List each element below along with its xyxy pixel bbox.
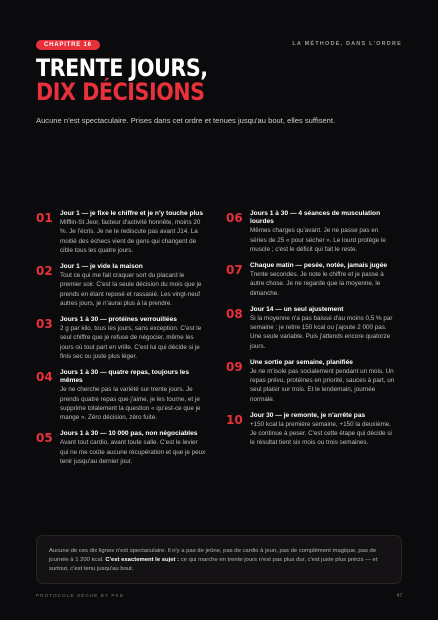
- decision-heading: Jours 1 à 30 — 10 000 pas, non négociables: [60, 430, 198, 438]
- decision-number: 09: [226, 359, 243, 374]
- decision-item: [36, 369, 206, 422]
- decision-number: 02: [36, 264, 53, 279]
- intro-paragraph: Aucune n'est spectaculaire. Prises dans cet ordre et tenues jusqu'au bout, elles suffisent.: [36, 116, 336, 125]
- decision-body: [250, 306, 396, 351]
- decision-body: [60, 369, 206, 422]
- decision-heading: Jour 1 — je fixe le chiffre et je n'y touche plus: [60, 210, 204, 217]
- decision-text: Mifflin-St Jeor, facteur d'activité honnête, moins 20 %. Je l'écris. Je ne le rediscute pas avant J14. La moitié des échecs vient de gens qui changent de cible tous les quatre jours.: [60, 219, 201, 254]
- decision-heading: Une sortie par semaine, planifiée: [250, 358, 353, 366]
- decision-item: [36, 316, 206, 361]
- decision-number: 01: [36, 211, 53, 225]
- decision-heading: Jour 1 — je vide la maison: [60, 263, 143, 271]
- decisions-right-column: [226, 210, 396, 456]
- decision-number: 03: [36, 317, 53, 332]
- decision-heading: Jours 1 à 30 — quatre repas, toujours les mêmes: [60, 369, 189, 385]
- page-title: [36, 56, 208, 104]
- decision-item: [36, 263, 206, 308]
- decision-text: Tout ce qui me fait craquer sort du placard le premier soir. C'est la seule décision du mois que je prends en étant reposé et rassasié. Les vingt-neuf autres jours, je n'aurai plus à la prendre.: [60, 272, 202, 307]
- decision-text: Trente secondes. Je note le chiffre et je passe à autre chose. Je ne regarde que la moyenne, le dimanche.: [250, 271, 384, 297]
- decision-body: [60, 316, 206, 361]
- decision-item: [226, 262, 396, 298]
- decision-number: 08: [226, 306, 243, 321]
- decision-body: [250, 262, 396, 298]
- decision-body: [250, 359, 396, 404]
- decision-item: [36, 430, 206, 466]
- decision-number: 04: [36, 370, 53, 385]
- decision-heading: Jour 14 — un seul ajustement: [250, 305, 344, 313]
- decision-item: [36, 210, 206, 255]
- decision-body: [250, 412, 396, 448]
- decision-number: 10: [226, 412, 243, 427]
- decision-text: +150 kcal la première semaine, +150 la deuxième. Je continue à peser. C'est cette étape qui décide si le résultat tient six mois ou trois semaines.: [250, 421, 392, 447]
- running-head: LA MÉTHODE, DANS L'ORDRE: [292, 41, 402, 47]
- decision-heading: Jours 1 à 30 — 4 séances de musculation lourdes: [250, 210, 381, 226]
- footer-brand: PROTOCOLE SÈCHE BY PXD: [36, 593, 125, 598]
- decision-item: [226, 210, 396, 254]
- summary-note-box: [36, 535, 402, 584]
- page-number: 47: [396, 593, 402, 599]
- chapter-badge: CHAPITRE 16: [36, 40, 100, 50]
- decisions-left-column: [36, 210, 206, 474]
- decision-number: 07: [226, 263, 243, 278]
- decision-body: [60, 430, 206, 466]
- decision-item: [226, 306, 396, 351]
- decision-text: Mêmes charges qu'avant. Je ne passe pas en séries de 25 « pour sécher ». Le lourd protège le muscle ; c'est le déficit qui fait le reste.: [250, 227, 386, 253]
- title-line-2: DIX DÉCISIONS: [36, 78, 205, 106]
- decision-text: Si la moyenne n'a pas baissé d'au moins 0,5 % par semaine : je retire 150 kcal ou j'ajoute 2 000 pas. Une seule variable. Puis j'attends encore quatorze jours.: [250, 315, 393, 350]
- title-line-1: TRENTE JOURS,: [36, 54, 208, 82]
- decision-text: Je ne cherche pas la variété sur trente jours. Je prends quatre repas que j'aime, je les tourne, et je supprime totalement la question « qu'est-ce que je mange ». Zéro décision, zéro fuite.: [60, 386, 201, 422]
- decision-heading: Jours 1 à 30 — protéines verrouillées: [60, 316, 177, 324]
- decision-text: 2 g par kilo, tous les jours, sans exception. C'est le seul chiffre que je refuse de négocier, même les jours où tout part en vrille. C'est lui qui décide si je finis sec ou juste plus léger.: [60, 325, 202, 360]
- note-text-end: ce qui marche en trente jours n'est pas plus dur, c'est juste plus précis — et surtout, c'est tenu jusqu'au bout.: [49, 557, 378, 572]
- decision-text: Avant tout cardio, avant toute salle. C'est le levier qui ne me coûte aucune récupération et que je peux tenir jusqu'au dernier jour.: [60, 439, 206, 465]
- decision-heading: Jour 30 — je remonte, je n'arrête pas: [250, 411, 366, 419]
- decision-body: [250, 210, 396, 254]
- decision-text: Je ne m'isole pas socialement pendant un mois. Un repas prévu, protéines en priorité, sauces à part, un seul plaisir sur trois. Et le lendemain, journée normale.: [250, 368, 395, 403]
- decision-body: [60, 263, 206, 308]
- decision-item: [226, 359, 396, 404]
- decision-number: 06: [226, 211, 243, 225]
- decision-item: [226, 412, 396, 448]
- note-text-start: Aucune de ces dix lignes n'est spectaculaire. Il n'y a pas de jeûne, pas de cardio à jeun, pas de complément magique, pas de journée à 1 200 kcal.: [49, 548, 377, 563]
- decision-heading: Chaque matin — pesée, notée, jamais jugée: [250, 262, 388, 270]
- decision-number: 05: [36, 431, 53, 446]
- note-bold-text: C'est exactement le sujet :: [105, 557, 180, 563]
- decision-body: [60, 210, 206, 255]
